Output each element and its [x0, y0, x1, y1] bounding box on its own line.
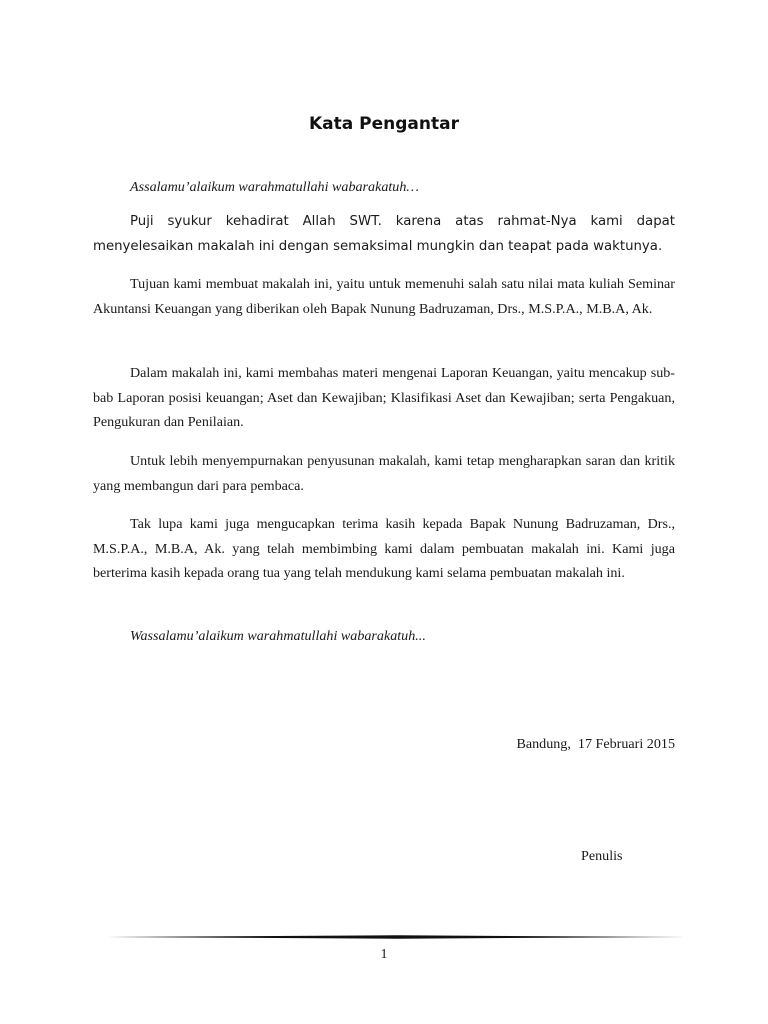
footer-divider: [106, 935, 686, 939]
place-date: Bandung, 17 Februari 2015: [516, 736, 675, 752]
paragraph-4: Untuk lebih menyempurnakan penyusunan makalah, kami tetap mengharapkan saran dan kritik yang membangun dari para pembaca.: [93, 453, 675, 494]
page-title: Kata Pengantar: [309, 114, 459, 134]
closing-text: Wassalamu’alaikum warahmatullahi wabarakatuh...: [130, 628, 426, 644]
paragraph-2: Tujuan kami membuat makalah ini, yaitu untuk memenuhi salah satu nilai mata kuliah Seminar Akuntansi Keuangan yang diberikan oleh Bapak Nunung Badruzaman, Drs., M.S.P.A., M.B.A, Ak.: [93, 276, 675, 317]
page-number: 1: [380, 947, 388, 962]
paragraph-1: Puji syukur kehadirat Allah SWT. karena atas rahmat-Nya kami dapat menyelesaikan makalah ini dengan semaksimal mungkin dan teapat pada waktunya.: [93, 214, 675, 254]
paragraph-3: Dalam makalah ini, kami membahas materi mengenai Laporan Keuangan, yaitu mencakup sub-bab Laporan posisi keuangan; Aset dan Kewajiban; Klasifikasi Aset dan Kewajiban; serta Pengakuan, Pengukuran dan Penilaian.: [93, 365, 675, 430]
paragraph-5: Tak lupa kami juga mengucapkan terima kasih kepada Bapak Nunung Badruzaman, Drs., M.S.P.A., M.B.A, Ak. yang telah membimbing kami dalam pembuatan makalah ini. Kami juga berterima kasih kepada orang tua yang telah mendukung kami selama pembuatan makalah ini.: [93, 516, 675, 581]
signer-name: Penulis: [581, 848, 623, 864]
greeting-text: Assalamu’alaikum warahmatullahi wabarakatuh…: [130, 179, 419, 195]
